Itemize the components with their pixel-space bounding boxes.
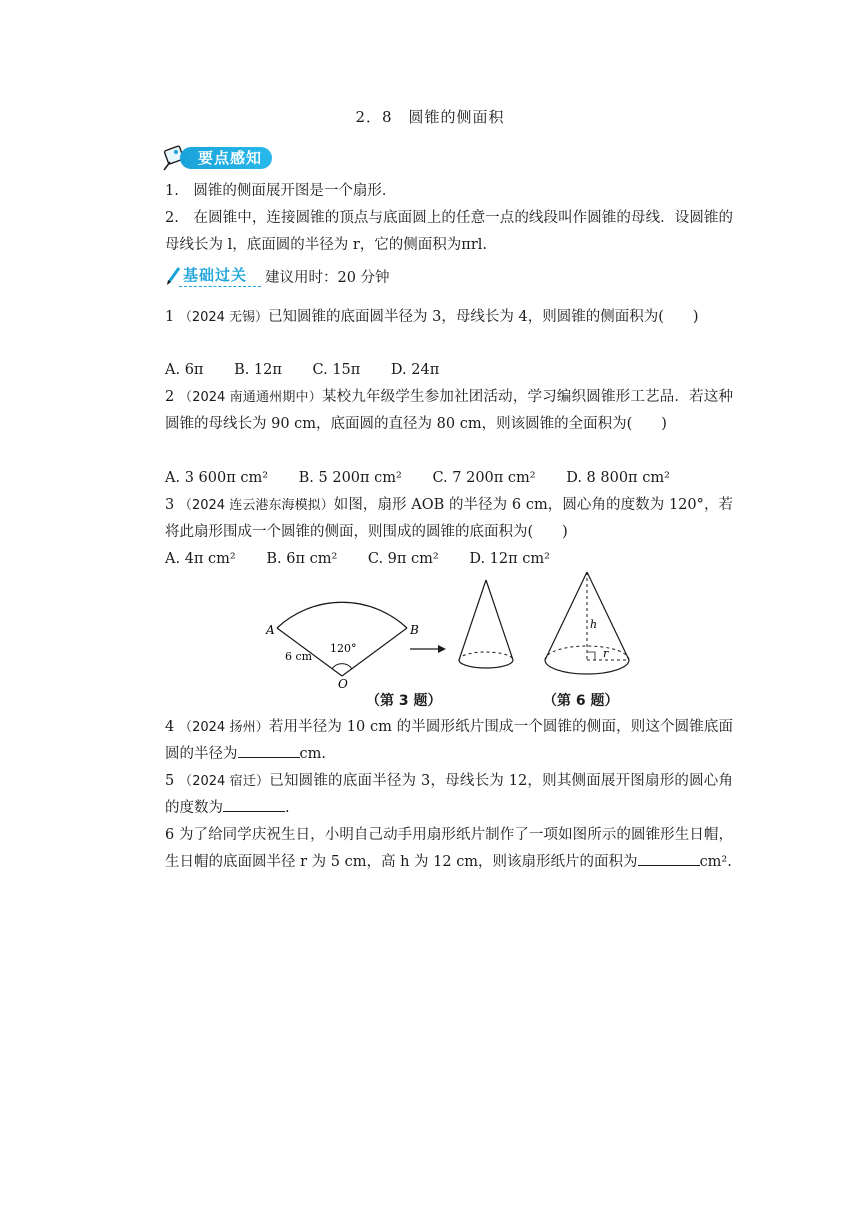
label-b: B [410,623,419,637]
question-4: 4 （2024 扬州）若用半径为 10 cm 的半圆形纸片围成一个圆锥的侧面，则这个圆锥底面圆的半径为 cm. [165,719,734,762]
option-a: A. 3 600π cm² [165,470,269,486]
sector-arc [277,602,407,628]
question-3: 3 （2024 连云港东海模拟）如图，扇形 AOB 的半径为 6 cm，圆心角的度数为 120°，若将此扇形围成一个圆锥的侧面，则围成的圆锥的底面积为( ) [165,497,734,540]
option-d: D. 24π [390,362,440,378]
option-a: A. 6π [165,362,204,378]
option-c: C. 15π [312,362,361,378]
label-r: r [603,647,609,660]
section-underline [179,286,261,287]
answer-blank[interactable] [638,851,700,866]
option-c: C. 7 200π cm² [432,470,536,486]
question-1-options [165,357,733,384]
label-radius: 6 cm [285,650,313,663]
big-cone-left [545,572,587,660]
point-1: 1. 圆锥的侧面展开图是一个扇形． [165,183,397,199]
question-6: 6 为了给同学庆祝生日，小明自己动手用扇形纸片制作了一项如图所示的圆锥形生日帽，生日帽的底面圆半径 r 为 5 cm，高 h 为 12 cm，则该扇形纸片的面积为 cm². [165,827,734,870]
question-1: 1 （2024 无锡）已知圆锥的底面圆半径为 3，母线长为 4，则圆锥的侧面积为( ) [165,309,699,325]
answer-blank[interactable] [238,743,300,758]
label-angle: 120° [330,642,357,655]
pencil-icon [165,264,183,286]
question-3-options [165,546,733,573]
small-cone-right [486,580,513,660]
label-a: A [266,623,275,637]
suggested-time: 建议用时：20 分钟 [265,270,390,286]
question-5: 5 （2024 宿迁）已知圆锥的底面半径为 3，母线长为 12，则其侧面展开图扇形的圆心角的度数为 . [165,773,733,816]
section-title-basic: 基础过关 [183,266,248,284]
option-b: B. 5 200π cm² [298,470,402,486]
small-cone-base-front [459,660,513,668]
answer-blank[interactable] [223,797,285,812]
big-cone-base-front [545,660,629,674]
option-b: B. 12π [234,362,282,378]
option-c: C. 9π cm² [367,551,439,567]
question-2: 2 （2024 南通通州期中）某校九年级学生参加社团活动，学习编织圆锥形工艺品．若这种圆锥的母线长为 90 cm，底面圆的直径为 80 cm，则该圆锥的全面积为( ) [165,389,733,432]
label-o: O [338,677,348,690]
page-title: 2．8 圆锥的侧面积 [355,108,505,126]
small-cone-base-back [459,652,513,660]
point-2: 2. 在圆锥中，连接圆锥的顶点与底面圆上的任意一点的线段叫作圆锥的母线．设圆锥的母线长为 l，底面圆的半径为 r，它的侧面积为πrl. [165,210,733,253]
section-title-points: 要点感知 [180,147,272,169]
figure-sector-to-cone [0,570,860,690]
question-2-options [165,465,733,492]
option-d: D. 12π cm² [469,551,550,567]
arrow-head [438,645,446,653]
option-b: B. 6π cm² [266,551,338,567]
angle-mark [332,664,352,669]
right-angle-mark [587,652,595,660]
option-a: A. 4π cm² [165,551,236,567]
figure-3-caption: （第 3 题） [366,693,442,709]
label-h: h [590,618,598,631]
option-d: D. 8 800π cm² [566,470,670,486]
small-cone-left [459,580,486,660]
figure-6-caption: （第 6 题） [543,693,619,709]
